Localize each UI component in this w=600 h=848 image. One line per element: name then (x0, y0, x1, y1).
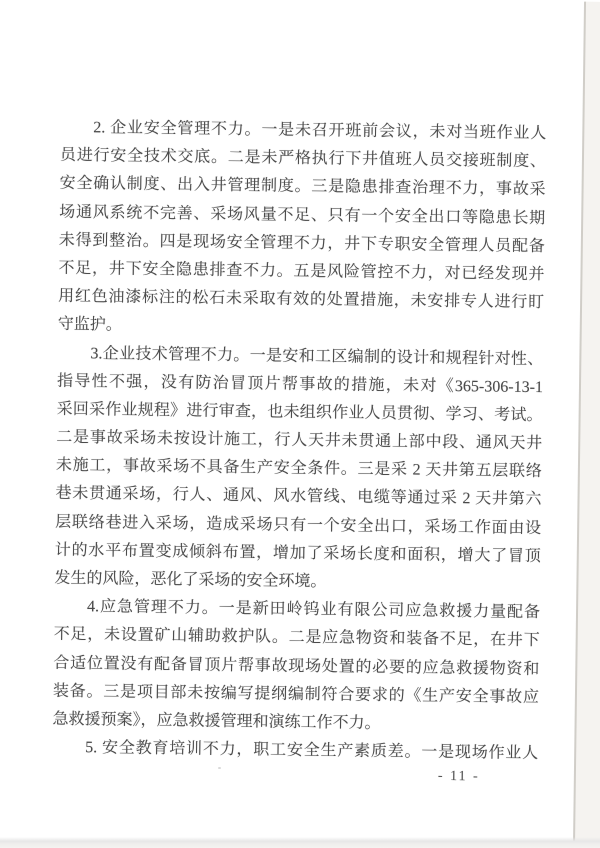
text-line: 合适位置没有配备冒顶片帮事故现场处置的必要的应急救援物资和 (53, 654, 540, 678)
text-line: 指导性不强，没有防治冒顶片帮事故的措施，未对《365-306-13-1 (56, 372, 544, 396)
paragraph (58, 114, 547, 346)
page-number: - 11 - (437, 768, 480, 785)
text-line: 安全确认制度、出入井管理制度。三是隐患排查治理不力，事故采 (59, 175, 546, 199)
text-line: 4.应急管理不力。一是新田岭钨业有限公司应急救援力量配备 (86, 598, 541, 622)
text-line: 用红色油漆标注的松石未采取有效的处置措施，未安排专人进行盯 (58, 287, 545, 312)
text-line: 计的水平布置变成倾斜布置，增加了采场长度和面积，增大了冒顶 (54, 541, 541, 565)
text-line: 不足，井下安全隐患排查不力。五是风险管控不力，对已经发现并 (58, 259, 545, 284)
text-line: 装备。三是项目部未按编写提纲编制符合要求的《生产安全事故应 (52, 682, 540, 706)
text-line: 守监护。 (57, 316, 122, 334)
text-line: 员进行安全技术交底。二是未严格执行下井值班人员交接班制度、 (59, 146, 547, 171)
paragraph (52, 593, 540, 740)
text-line: 不足，未设置矿山辅助救护队。二是应急物资和装备不足，在井下 (53, 626, 540, 650)
paragraph (52, 734, 538, 769)
text-line: 急救援预案》，应急救援管理和演练工作不力。 (52, 710, 381, 732)
text-line: 未得到整治。四是现场安全管理不力，井下专职安全管理人员配备 (58, 231, 545, 255)
text-line: 发生的风险，恶化了采场的安全环境。 (54, 569, 327, 591)
text-line: 3.企业技术管理不力。一是安和工区编制的设计和规程针对性、 (90, 344, 544, 368)
text-line: 未施工，事故采场不具备生产安全条件。三是采 2 天井第五层联络 (55, 457, 542, 481)
paragraph (54, 339, 543, 599)
scan-bottom-edge (0, 837, 600, 848)
text-line: 巷未贯通采场，行人、通风、风水管线、电缆等通过采 2 天井第六 (55, 485, 542, 509)
text-line: 采回采作业规程》进行审查，也未组织作业人员贯彻、学习、考试。 (56, 400, 543, 425)
document-body (52, 114, 546, 769)
text-line: 2. 企业安全管理不力。一是未召开班前会议，未对当班作业人 (93, 119, 547, 143)
scan-speck (218, 767, 221, 769)
text-line: 5. 安全教育培训不力，职工安全生产素质差。一是现场作业人 (85, 739, 539, 763)
text-line: 场通风系统不完善、采场风量不足、只有一个安全出口等隐患长期 (59, 203, 546, 227)
text-line: 层联络巷进入采场，造成采场只有一个安全出口，采场工作面由设 (55, 513, 542, 537)
text-line: 二是事故采场未按设计施工，行人天井未贯通上部中段、通风天井 (56, 428, 543, 453)
